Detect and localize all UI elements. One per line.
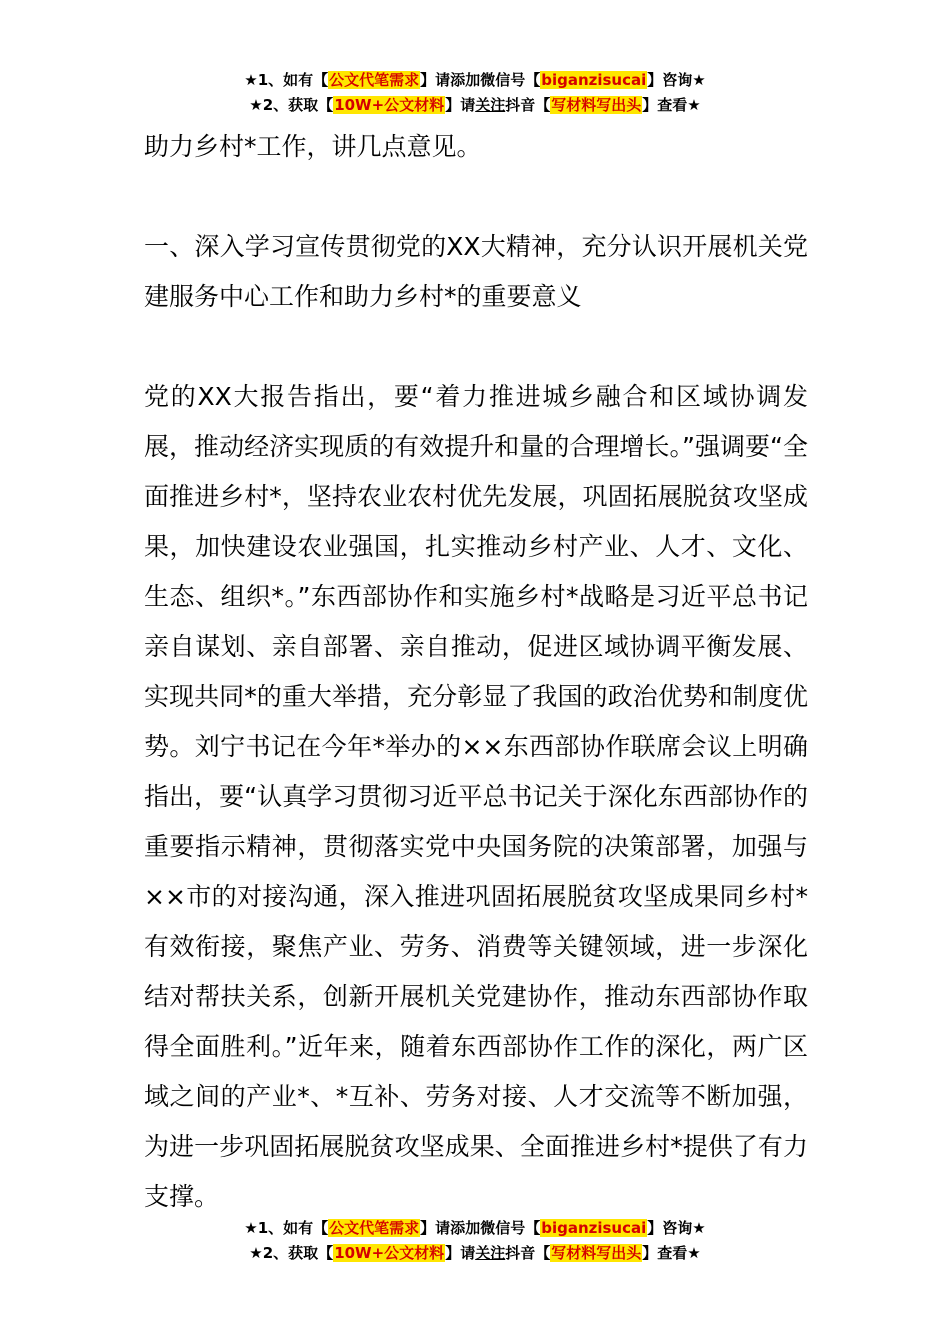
promo-line-1: [0, 1216, 950, 1241]
promo-text: 关注: [475, 1244, 506, 1262]
promo-text: 抖音【: [505, 1244, 551, 1262]
promo-text: 关注: [475, 96, 506, 114]
promo-highlight: 公文代笔需求: [329, 71, 420, 89]
promo-line-2: [0, 1241, 950, 1266]
promo-highlight: 写材料写出头: [551, 1244, 642, 1262]
promo-highlight: 10W+公文材料: [334, 1244, 445, 1262]
promo-text: 】请添: [420, 71, 466, 89]
body-paragraph: 党的XX大报告指出，要“着力推进城乡融合和区域协调发展，推动经济实现质的有效提升和量的合理增长。”强调要“全面推进乡村*，坚持农业农村优先发展，巩固拓展脱贫攻坚成果，加快建设农业强国，扎实推动乡村产业、人才、文化、生态、组织*。”东西部协作和实施乡村*战略是习近平总书记亲自谋划、亲自部署、亲自推动，促进区域协调平衡发展、实现共同*的重大举措，充分彰显了我国的政治优势和制度优势。刘宁书记在今年*举办的××东西部协作联席会议上明确指出，要“认真学习贯彻习近平总书记关于深化东西部协作的重要指示精神，贯彻落实党中央国务院的决策部署，加强与××市的对接沟通，深入推进巩固拓展脱贫攻坚成果同乡村*有效衔接，聚焦产业、劳务、消费等关键领域，进一步深化结对帮扶关系，创新开展机关党建协作，推动东西部协作取得全面胜利。”近年来，随着东西部协作工作的深化，两广区域之间的产业*、*互补、劳务对接、人才交流等不断加强，为进一步巩固拓展脱贫攻坚成果、全面推进乡村*提供了有力支撑。: [144, 382, 808, 1211]
promo-text: ★2、获取【: [249, 1244, 334, 1262]
promo-text: ★2、获取【: [249, 96, 334, 114]
promo-highlight: 写材料写出头: [551, 96, 642, 114]
promo-highlight: 10W+公文材料: [334, 96, 445, 114]
promo-text: 微信号【: [480, 71, 541, 89]
promo-text: 】查看★: [642, 1244, 701, 1262]
spacer: [144, 172, 808, 222]
promo-text: 】请: [445, 1244, 476, 1262]
promo-text: 微信号【: [480, 1219, 541, 1237]
promo-text: 】查看★: [642, 96, 701, 114]
document-body: [144, 122, 808, 1222]
spacer: [144, 322, 808, 372]
promo-highlight: biganzisucai: [541, 71, 647, 89]
promo-text: 】请: [445, 96, 476, 114]
promo-line-1: [0, 68, 950, 93]
intro-line: 助力乡村*工作，讲几点意见。: [144, 132, 482, 161]
promo-text: ★1、如有【: [244, 71, 329, 89]
promo-line-2: [0, 93, 950, 118]
promo-text: 】请添: [420, 1219, 466, 1237]
promo-text: 加: [465, 71, 481, 89]
promo-text: 加: [465, 1219, 481, 1237]
promo-highlight: biganzisucai: [541, 1219, 647, 1237]
promo-highlight: 公文代笔需求: [329, 1219, 420, 1237]
promo-text: 】咨询★: [647, 71, 706, 89]
promo-text: 】咨询★: [647, 1219, 706, 1237]
section-heading: 一、深入学习宣传贯彻党的XX大精神，充分认识开展机关党建服务中心工作和助力乡村*的重要意义: [144, 232, 808, 311]
promo-text: 抖音【: [505, 96, 551, 114]
promo-text: ★1、如有【: [244, 1219, 329, 1237]
header-promo-banner: [0, 68, 950, 118]
footer-promo-banner: [0, 1216, 950, 1266]
